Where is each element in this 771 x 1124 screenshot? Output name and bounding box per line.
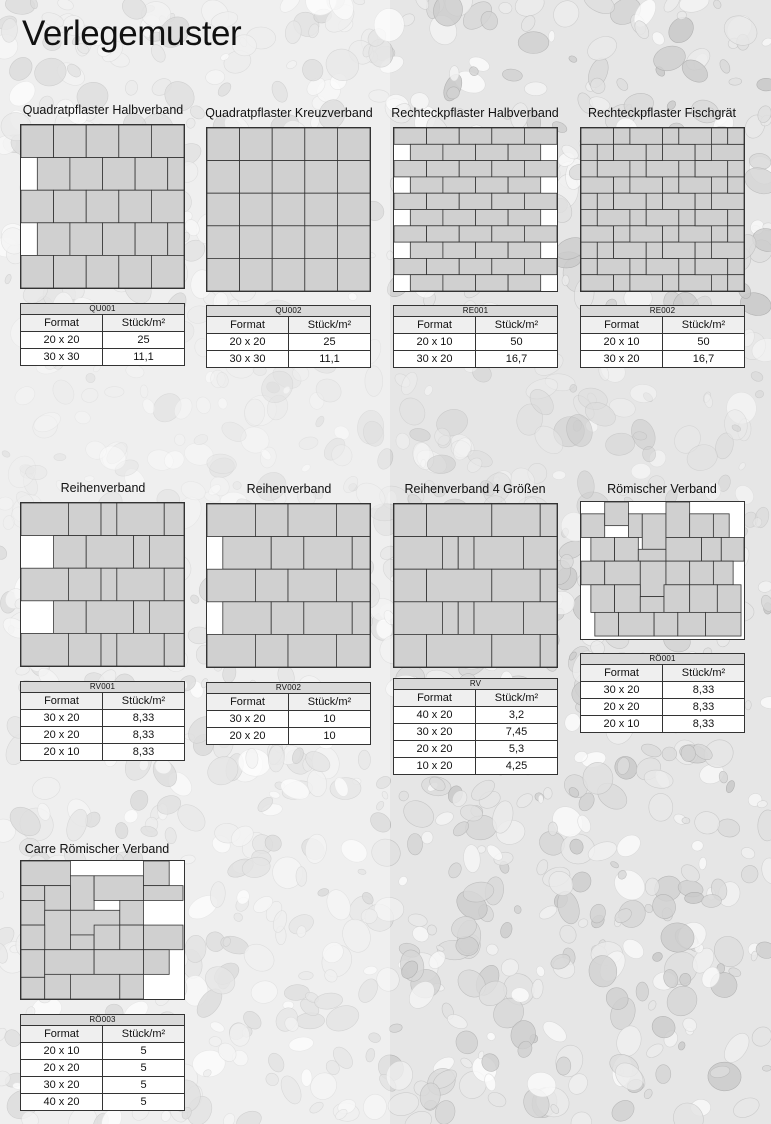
count-value: 10	[288, 728, 370, 744]
count-value: 5	[102, 1043, 184, 1059]
spec-row	[21, 1077, 184, 1094]
spec-code: RE001	[394, 306, 557, 317]
pattern-title: Römischer Verband	[607, 482, 717, 496]
format-value: 40 x 20	[416, 709, 453, 721]
count-header: Stück/m²	[102, 1026, 184, 1042]
spec-row	[21, 1043, 184, 1060]
pattern-diagram-ro001	[580, 501, 745, 640]
spec-header-row	[394, 317, 557, 334]
count-value: 50	[662, 334, 744, 350]
spec-row	[207, 711, 370, 728]
format-value: 40 x 20	[43, 1096, 80, 1108]
format-header: Format	[230, 319, 265, 331]
pattern-diagram-re001	[393, 127, 558, 292]
format-header: Format	[417, 692, 452, 704]
count-value: 11,1	[288, 351, 370, 367]
count-value: 25	[288, 334, 370, 350]
pattern-title: Quadratpflaster Halbverband	[22, 103, 184, 117]
spec-header-row	[21, 315, 184, 332]
spec-table-re001	[393, 305, 558, 368]
pattern-diagram-ro003	[20, 860, 185, 1000]
format-header: Format	[44, 317, 79, 329]
count-value: 16,7	[662, 351, 744, 367]
format-value: 20 x 20	[229, 336, 266, 348]
spec-row	[394, 707, 557, 724]
format-value: 30 x 20	[43, 712, 80, 724]
count-value: 5	[102, 1094, 184, 1110]
format-header: Format	[44, 695, 79, 707]
spec-code: RV	[394, 679, 557, 690]
format-value: 20 x 10	[603, 718, 640, 730]
format-value: 30 x 20	[416, 726, 453, 738]
count-value: 8,33	[662, 699, 744, 715]
spec-code: RÖ001	[581, 654, 744, 665]
spec-row	[581, 334, 744, 351]
count-header: Stück/m²	[475, 317, 557, 333]
spec-row	[21, 332, 184, 349]
format-value: 30 x 20	[416, 353, 453, 365]
format-value: 20 x 20	[43, 1062, 80, 1074]
spec-header-row	[394, 690, 557, 707]
pattern-diagram-rv001	[20, 502, 185, 667]
count-header: Stück/m²	[475, 690, 557, 706]
spec-table-re002	[580, 305, 745, 368]
pattern-title: Rechteckpflaster Fischgrät	[588, 106, 736, 120]
spec-header-row	[207, 694, 370, 711]
pattern-title: Quadratpflaster Kreuzverband	[205, 106, 373, 120]
spec-row	[21, 1094, 184, 1110]
format-value: 20 x 20	[43, 729, 80, 741]
format-value: 30 x 20	[603, 684, 640, 696]
count-value: 5	[102, 1060, 184, 1076]
count-value: 7,45	[475, 724, 557, 740]
format-header: Format	[230, 696, 265, 708]
spec-table-ro003	[20, 1014, 185, 1111]
spec-row	[581, 716, 744, 732]
spec-header-row	[21, 693, 184, 710]
pattern-diagram-re002	[580, 127, 745, 292]
spec-header-row	[21, 1026, 184, 1043]
format-value: 30 x 20	[229, 713, 266, 725]
spec-row	[21, 349, 184, 365]
format-header: Format	[417, 319, 452, 331]
spec-row	[207, 334, 370, 351]
spec-row	[207, 728, 370, 744]
format-header: Format	[604, 319, 639, 331]
count-value: 16,7	[475, 351, 557, 367]
count-header: Stück/m²	[662, 665, 744, 681]
pattern-diagram-rv	[393, 503, 558, 668]
format-value: 20 x 10	[603, 336, 640, 348]
spec-table-rv	[393, 678, 558, 775]
count-value: 8,33	[662, 716, 744, 732]
pattern-title: Reihenverband 4 Größen	[404, 482, 546, 496]
pattern-title: Reihenverband	[246, 482, 332, 496]
spec-row	[581, 351, 744, 367]
spec-row	[21, 710, 184, 727]
spec-row	[394, 741, 557, 758]
count-value: 8,33	[102, 744, 184, 760]
format-value: 20 x 10	[416, 336, 453, 348]
spec-header-row	[207, 317, 370, 334]
count-value: 25	[102, 332, 184, 348]
spec-row	[394, 351, 557, 367]
count-header: Stück/m²	[288, 317, 370, 333]
spec-code: RV001	[21, 682, 184, 693]
spec-header-row	[581, 665, 744, 682]
count-value: 8,33	[662, 682, 744, 698]
spec-code: RV002	[207, 683, 370, 694]
count-value: 4,25	[475, 758, 557, 774]
count-value: 5,3	[475, 741, 557, 757]
count-header: Stück/m²	[288, 694, 370, 710]
spec-header-row	[581, 317, 744, 334]
spec-code: QU001	[21, 304, 184, 315]
spec-table-ro001	[580, 653, 745, 733]
format-value: 20 x 20	[229, 730, 266, 742]
pattern-diagram-qu001	[20, 124, 185, 289]
count-value: 10	[288, 711, 370, 727]
format-value: 20 x 10	[43, 1045, 80, 1057]
count-value: 5	[102, 1077, 184, 1093]
page-title: Verlegemuster	[22, 14, 242, 53]
format-header: Format	[604, 667, 639, 679]
count-value: 11,1	[102, 349, 184, 365]
spec-row	[21, 727, 184, 744]
count-header: Stück/m²	[662, 317, 744, 333]
pattern-diagram-qu002	[206, 127, 371, 292]
spec-row	[21, 744, 184, 760]
spec-row	[394, 724, 557, 741]
spec-row	[581, 682, 744, 699]
count-value: 8,33	[102, 710, 184, 726]
format-header: Format	[44, 1028, 79, 1040]
pattern-title: Reihenverband	[60, 481, 146, 495]
spec-code: RÖ003	[21, 1015, 184, 1026]
spec-row	[581, 699, 744, 716]
spec-code: RE002	[581, 306, 744, 317]
format-value: 30 x 20	[43, 1079, 80, 1091]
pattern-title: Rechteckpflaster Halbverband	[391, 106, 559, 120]
spec-row	[21, 1060, 184, 1077]
format-value: 20 x 20	[603, 701, 640, 713]
spec-row	[207, 351, 370, 367]
format-value: 20 x 20	[416, 743, 453, 755]
pattern-title: Carre Römischer Verband	[24, 842, 170, 856]
spec-code: QU002	[207, 306, 370, 317]
spec-row	[394, 334, 557, 351]
spec-table-qu002	[206, 305, 371, 368]
count-value: 50	[475, 334, 557, 350]
format-value: 10 x 20	[416, 760, 453, 772]
format-value: 30 x 30	[229, 353, 266, 365]
pattern-diagram-rv002	[206, 503, 371, 668]
format-value: 20 x 20	[43, 334, 80, 346]
spec-table-qu001	[20, 303, 185, 366]
format-value: 20 x 10	[43, 746, 80, 758]
count-header: Stück/m²	[102, 315, 184, 331]
count-header: Stück/m²	[102, 693, 184, 709]
count-value: 8,33	[102, 727, 184, 743]
spec-table-rv002	[206, 682, 371, 745]
count-value: 3,2	[475, 707, 557, 723]
spec-row	[394, 758, 557, 774]
spec-table-rv001	[20, 681, 185, 761]
format-value: 30 x 20	[603, 353, 640, 365]
format-value: 30 x 30	[43, 351, 80, 363]
